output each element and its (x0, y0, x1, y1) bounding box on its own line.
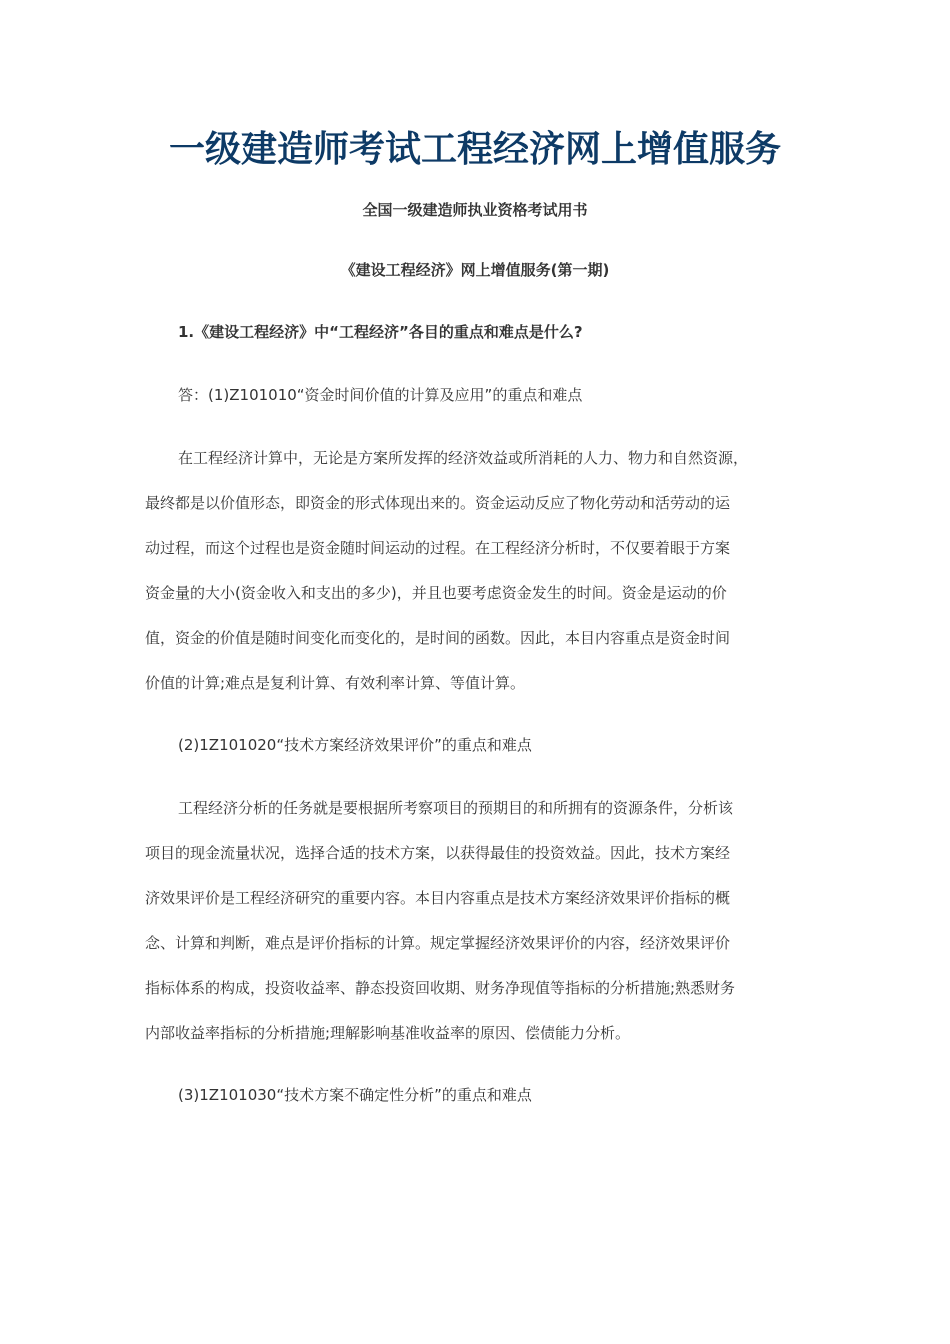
document-title: 一级建造师考试工程经济网上增值服务 (168, 128, 781, 170)
paragraph-line: 念、计算和判断，难点是评价指标的计算。规定掌握经济效果评价的内容，经济效果评价 (145, 934, 731, 952)
paragraph-line: 在工程经济计算中，无论是方案所发挥的经济效益或所消耗的人力、物力和自然资源， (178, 449, 749, 467)
paragraph-line: 资金量的大小(资金收入和支出的多少)，并且也要考虑资金发生的时间。资金是运动的价 (145, 584, 727, 602)
paragraph-line: 值，资金的价值是随时间变化而变化的，是时间的函数。因此，本目内容重点是资金时间 (145, 629, 731, 647)
document-subtitle-issue: 《建设工程经济》网上增值服务(第一期) (340, 261, 610, 279)
section-heading-2: (2)1Z101020“技术方案经济效果评价”的重点和难点 (178, 736, 532, 754)
paragraph-line: 项目的现金流量状况，选择合适的技术方案，以获得最佳的投资效益。因此，技术方案经 (145, 844, 731, 862)
paragraph-line: 工程经济分析的任务就是要根据所考察项目的预期目的和所拥有的资源条件，分析该 (178, 799, 734, 817)
paragraph-line: 济效果评价是工程经济研究的重要内容。本目内容重点是技术方案经济效果评价指标的概 (145, 889, 731, 907)
paragraph-line: 价值的计算;难点是复利计算、有效利率计算、等值计算。 (145, 674, 526, 692)
paragraph-line: 动过程，而这个过程也是资金随时间运动的过程。在工程经济分析时，不仅要着眼于方案 (145, 539, 731, 557)
section-heading-3: (3)1Z101030“技术方案不确定性分析”的重点和难点 (178, 1086, 532, 1104)
paragraph-line: 最终都是以价值形态，即资金的形式体现出来的。资金运动反应了物化劳动和活劳动的运 (145, 494, 731, 512)
answer-intro: 答：(1)Z101010“资金时间价值的计算及应用”的重点和难点 (178, 386, 583, 404)
paragraph-line: 内部收益率指标的分析措施;理解影响基准收益率的原因、偿债能力分析。 (145, 1024, 631, 1042)
question-heading: 1.《建设工程经济》中“工程经济”各目的重点和难点是什么? (178, 323, 583, 341)
document-subtitle-book: 全国一级建造师执业资格考试用书 (362, 201, 588, 219)
paragraph-line: 指标体系的构成，投资收益率、静态投资回收期、财务净现值等指标的分析措施;熟悉财务 (145, 979, 736, 997)
